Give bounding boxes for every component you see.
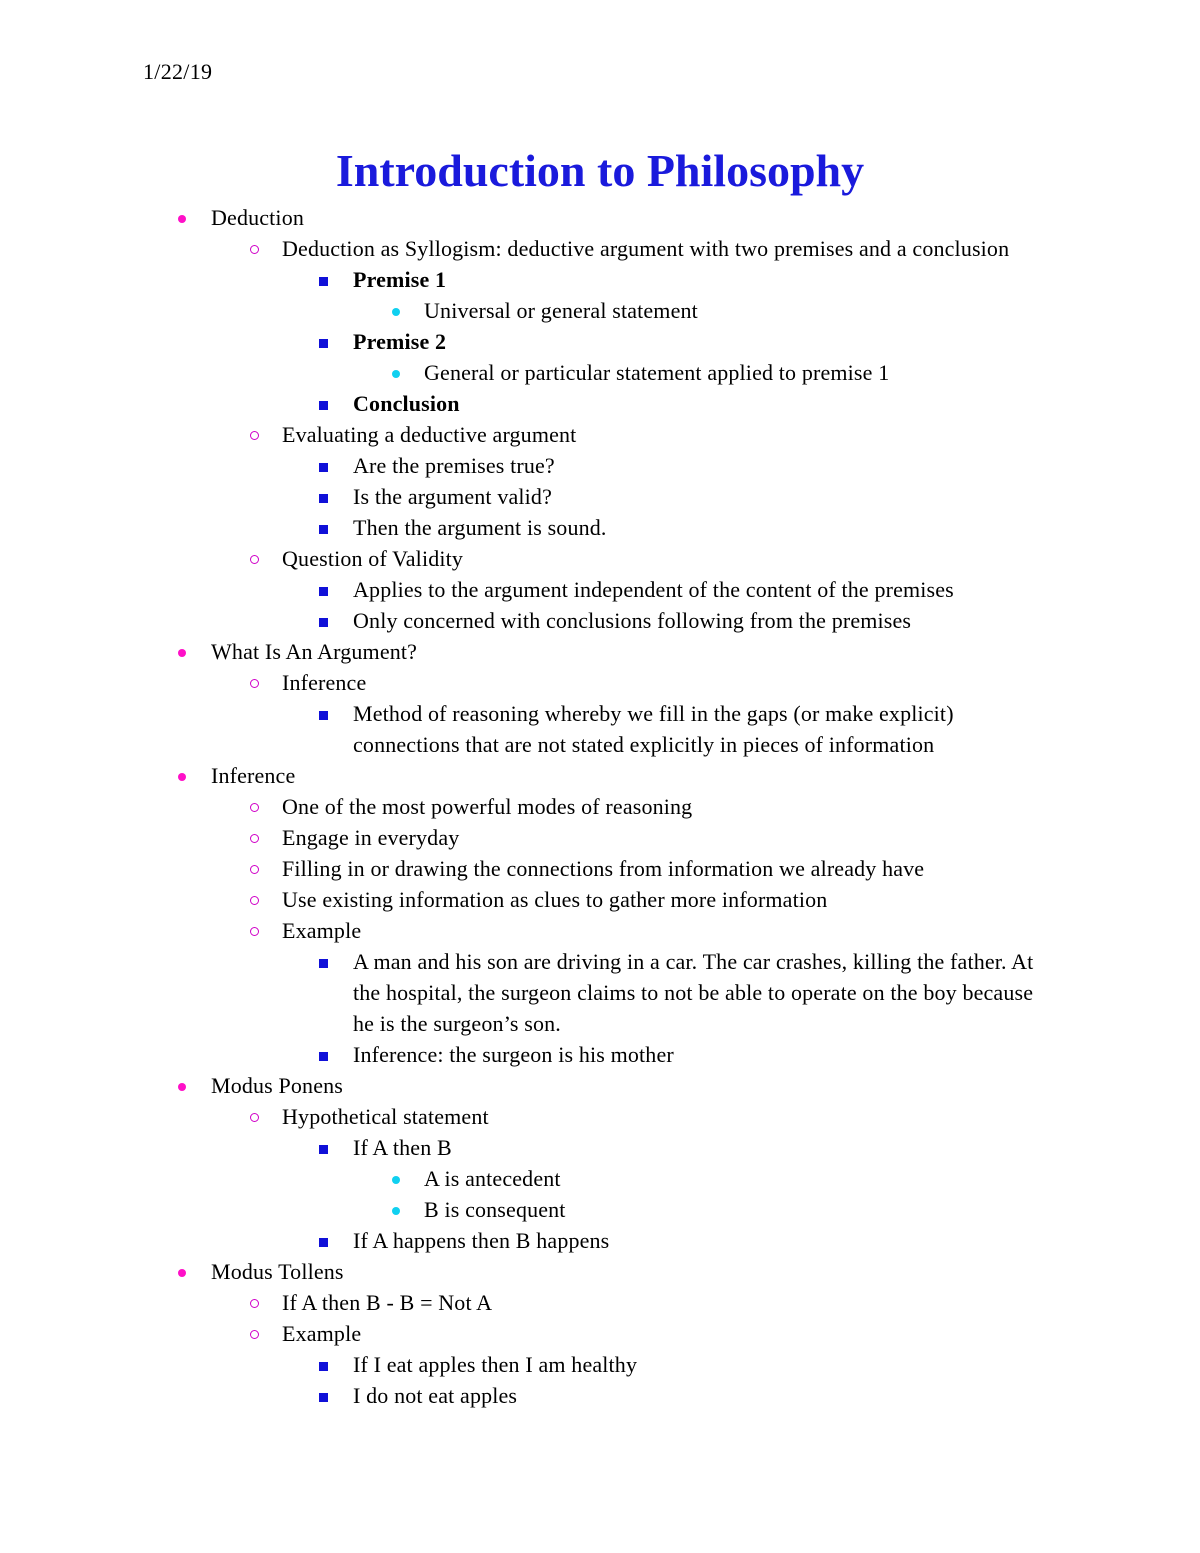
outline-item-text: If A happens then B happens	[353, 1228, 610, 1253]
outline-item-level-4	[0, 295, 1200, 326]
outline-item-level-2	[0, 1318, 1200, 1349]
outline-item-text: Example	[282, 1321, 362, 1346]
outline-item-text: General or particular statement applied to premise 1	[424, 360, 890, 385]
outline-item-text: Evaluating a deductive argument	[282, 422, 577, 447]
outline-item-text: Modus Tollens	[211, 1259, 344, 1284]
outline-item-text: If I eat apples then I am healthy	[353, 1352, 638, 1377]
outline-item-text: Inference	[282, 670, 367, 695]
outline-item-text: Filling in or drawing the connections from information we already have	[282, 856, 925, 881]
outline-item-text: B is consequent	[424, 1197, 566, 1222]
outline-item-level-3	[0, 512, 1043, 543]
outline-item-level-2	[0, 915, 1200, 946]
outline-item-level-3	[0, 1132, 1043, 1163]
outline-item-text: Deduction as Syllogism: deductive argument with two premises and a conclusion	[282, 236, 1010, 261]
outline-item-text: Deduction	[211, 205, 304, 230]
outline-item-text: Hypothetical statement	[282, 1104, 489, 1129]
outline-item-text: Inference: the surgeon is his mother	[353, 1042, 674, 1067]
outline-item-level-3	[0, 326, 1043, 357]
outline-item-text: Method of reasoning whereby we fill in the gaps (or make explicit) connections that are not stated explicitly in pieces of information	[353, 701, 954, 757]
outline-item-level-3	[0, 481, 1043, 512]
outline-item-level-3	[0, 605, 1043, 636]
outline-item-level-2	[0, 791, 1200, 822]
outline-item-level-3	[0, 1039, 1043, 1070]
outline-item-text: Universal or general statement	[424, 298, 698, 323]
outline-item-level-1	[0, 636, 1200, 667]
outline-item-level-3	[0, 264, 1043, 295]
outline-item-text: Only concerned with conclusions following from the premises	[353, 608, 912, 633]
outline-item-text: Are the premises true?	[353, 453, 555, 478]
outline-item-level-3	[0, 574, 1043, 605]
outline-item-level-3	[0, 1349, 1043, 1380]
outline-item-text: Applies to the argument independent of the content of the premises	[353, 577, 954, 602]
outline-item-level-3	[0, 1225, 1043, 1256]
outline-item-text: Premise 1	[353, 267, 447, 292]
outline-item-level-3	[0, 698, 1043, 760]
outline-item-level-1	[0, 1256, 1200, 1287]
outline-list	[0, 202, 1200, 1411]
outline-item-level-4	[0, 357, 1200, 388]
outline-item-level-3	[0, 1380, 1043, 1411]
header-date: 1/22/19	[143, 59, 213, 84]
outline-item-level-3	[0, 388, 1043, 419]
outline-item-text: Engage in everyday	[282, 825, 460, 850]
outline-item-level-2	[0, 543, 1200, 574]
outline-item-text: Example	[282, 918, 362, 943]
outline-item-text: If A then B	[353, 1135, 452, 1160]
page-title: Introduction to Philosophy	[335, 145, 865, 196]
outline-item-text: Use existing information as clues to gather more information	[282, 887, 828, 912]
outline-item-level-2	[0, 667, 1200, 698]
outline-item-text: I do not eat apples	[353, 1383, 518, 1408]
outline-item-level-2	[0, 1101, 1200, 1132]
outline-item-level-2	[0, 884, 1200, 915]
outline-item-text: A is antecedent	[424, 1166, 561, 1191]
outline-item-text: What Is An Argument?	[211, 639, 418, 664]
outline-item-text: If A then B - B = Not A	[282, 1290, 493, 1315]
outline-item-level-3	[0, 450, 1043, 481]
outline-item-text: Question of Validity	[282, 546, 464, 571]
outline-item-level-4	[0, 1163, 1200, 1194]
outline-item-level-2	[0, 822, 1200, 853]
outline-item-text: Then the argument is sound.	[353, 515, 607, 540]
outline-item-level-1	[0, 202, 1200, 233]
outline-item-level-2	[0, 233, 1200, 264]
outline-item-text: A man and his son are driving in a car. The car crashes, killing the father. At the hospital, the surgeon claims to not be able to operate on the boy because he is the surgeon’s son.	[353, 949, 1034, 1036]
outline-item-text: Inference	[211, 763, 296, 788]
outline-item-text: Premise 2	[353, 329, 447, 354]
outline-item-text: Is the argument valid?	[353, 484, 553, 509]
outline-item-text: Modus Ponens	[211, 1073, 343, 1098]
outline-item-level-3	[0, 946, 1043, 1039]
outline-item-level-1	[0, 760, 1200, 791]
outline-item-level-1	[0, 1070, 1200, 1101]
outline-item-level-2	[0, 1287, 1200, 1318]
outline-item-level-2	[0, 853, 1200, 884]
outline-item-text: One of the most powerful modes of reasoning	[282, 794, 693, 819]
outline-item-level-4	[0, 1194, 1200, 1225]
outline-item-level-2	[0, 419, 1200, 450]
outline-item-text: Conclusion	[353, 391, 460, 416]
